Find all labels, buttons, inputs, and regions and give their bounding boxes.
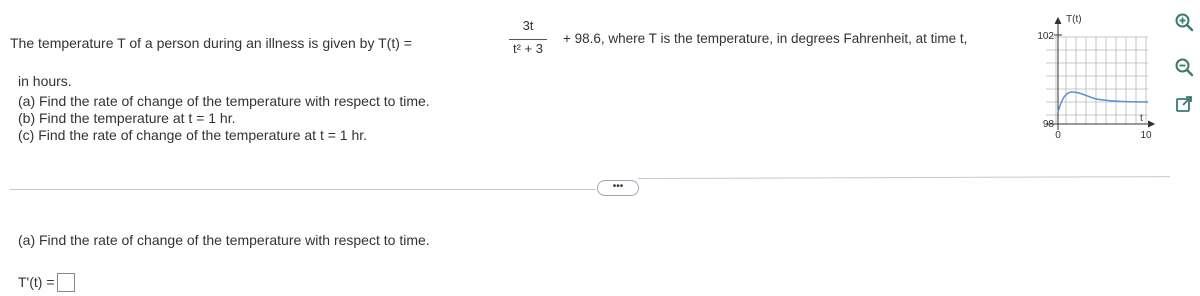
question-b: (b) Find the temperature at t = 1 hr. bbox=[18, 110, 236, 126]
graph-x-tick-left: 0 bbox=[1055, 130, 1061, 141]
part-heading: (a) Find the rate of change of the temperature with respect to time. bbox=[18, 232, 430, 248]
answer-input[interactable] bbox=[57, 273, 75, 292]
answer-label: T'(t) = bbox=[18, 274, 55, 290]
zoom-in-icon[interactable] bbox=[1174, 12, 1194, 32]
answer-row bbox=[18, 272, 75, 292]
problem-line-2: in hours. bbox=[18, 73, 72, 89]
temperature-graph[interactable] bbox=[1010, 0, 1160, 160]
fraction-denominator: t² + 3 bbox=[513, 41, 543, 56]
section-divider-right bbox=[638, 176, 1170, 179]
graph-y-tick-top: 102 bbox=[1037, 31, 1054, 42]
graph-y-axis-label: T(t) bbox=[1066, 14, 1082, 25]
more-button[interactable]: ••• bbox=[597, 180, 639, 196]
graph-grid bbox=[1046, 37, 1148, 124]
temperature-fraction bbox=[505, 18, 551, 62]
graph-axes bbox=[1046, 18, 1154, 130]
question-a: (a) Find the rate of change of the temperature with respect to time. bbox=[18, 93, 430, 109]
problem-rest: + 98.6, where T is the temperature, in degrees Fahrenheit, at time t, bbox=[563, 31, 968, 46]
question-c: (c) Find the rate of change of the temperature at t = 1 hr. bbox=[18, 127, 368, 143]
fraction-numerator: 3t bbox=[522, 18, 534, 33]
section-divider bbox=[10, 189, 596, 190]
graph-y-tick-bottom: 98 bbox=[1042, 119, 1054, 130]
graph-x-tick-right: 10 bbox=[1140, 130, 1152, 141]
zoom-out-icon[interactable] bbox=[1174, 57, 1194, 77]
problem-intro: The temperature T of a person during an illness is given by T(t) = bbox=[10, 35, 412, 51]
fraction-bar bbox=[509, 39, 547, 40]
external-link-icon[interactable] bbox=[1174, 94, 1194, 114]
graph-x-axis-label: t bbox=[1140, 113, 1143, 124]
